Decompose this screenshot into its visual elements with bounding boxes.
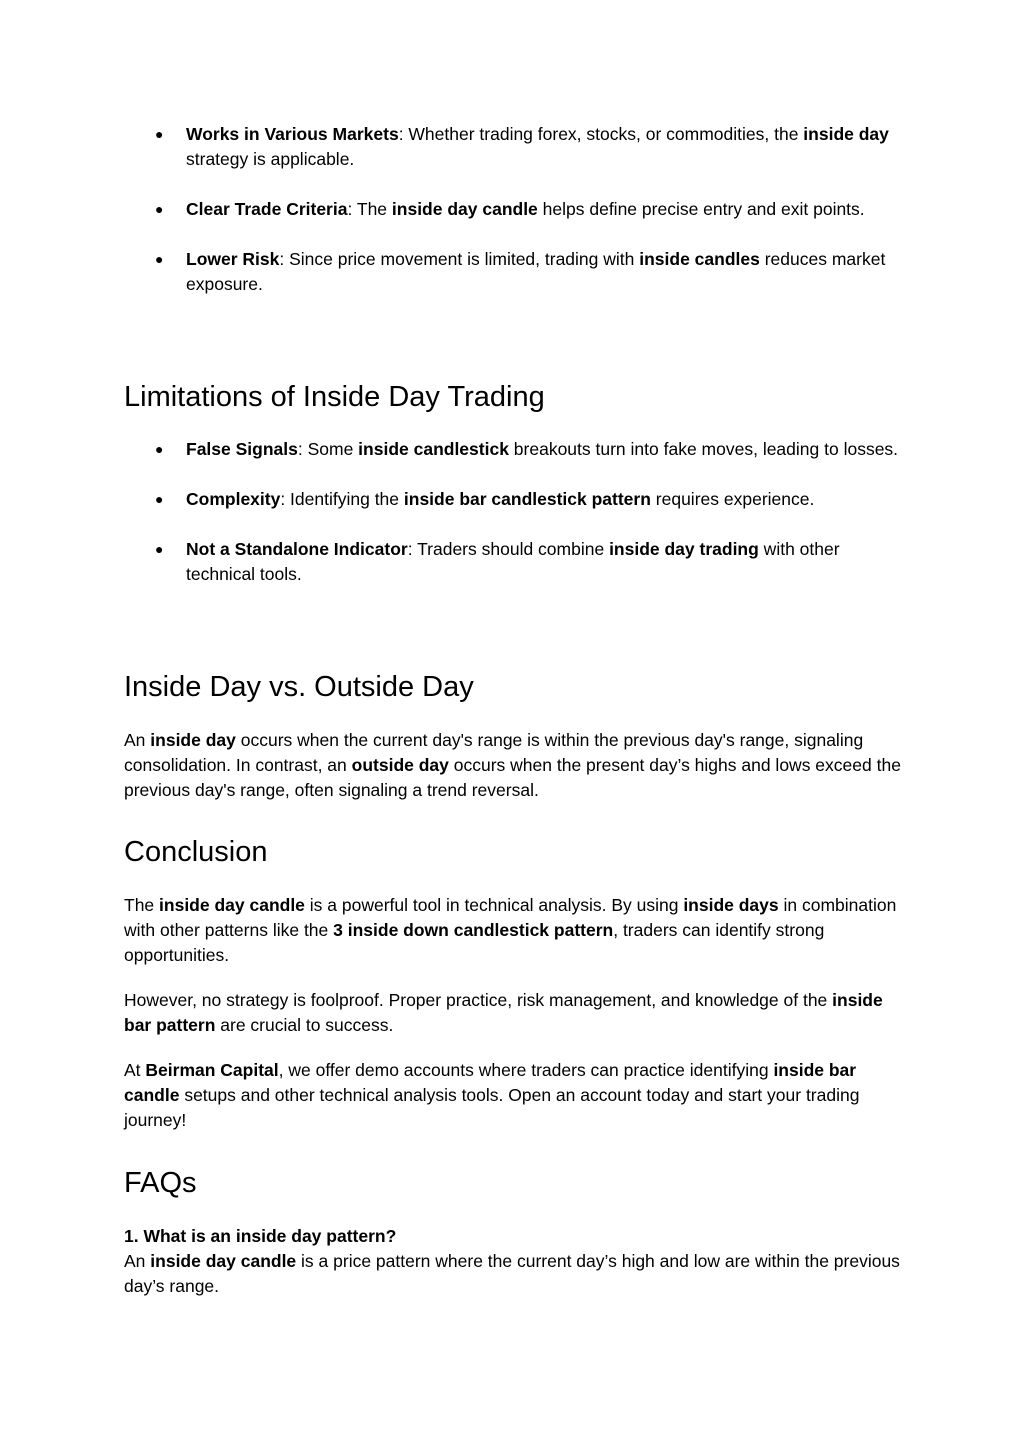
limitations-list (124, 437, 904, 587)
comparison-paragraph: An inside day occurs when the current day's range is within the previous day's range, signaling consolidation. In contrast, an outside day occurs when the present day’s highs and lows exceed the previous day's range, often signaling a trend reversal. (124, 730, 901, 800)
faq-question: 1. What is an inside day pattern? (124, 1226, 397, 1246)
conclusion-paragraph-3: At Beirman Capital, we offer demo accounts where traders can practice identifying inside bar candle setups and other technical analysis tools. Open an account today and start your trading journey! (124, 1060, 860, 1130)
bullet-icon: ● (155, 201, 164, 217)
faq-item: 1. What is an inside day pattern? An inside day candle is a price pattern where the current day’s high and low are within the previous day’s range. (124, 1226, 900, 1296)
list-item: ● Works in Various Markets: Whether trading forex, stocks, or commodities, the inside day strategy is applicable. (155, 124, 889, 169)
list-item: ● Complexity: Identifying the inside bar candlestick pattern requires experience. (124, 487, 904, 512)
list-item: ● Clear Trade Criteria: The inside day candle helps define precise entry and exit points. (124, 197, 904, 222)
benefits-list (124, 122, 904, 297)
bullet-icon: ● (155, 491, 164, 507)
section-heading-comparison: Inside Day vs. Outside Day (124, 671, 474, 703)
conclusion-paragraph-1: The inside day candle is a powerful tool in technical analysis. By using inside days in combination with other patterns like the 3 inside down candlestick pattern, traders can identify strong opportunities. (124, 895, 897, 965)
bullet-term: Works in Various Markets (186, 124, 399, 144)
bullet-icon: ● (155, 441, 164, 457)
bullet-term: Lower Risk (186, 249, 280, 269)
list-item: ● Not a Standalone Indicator: Traders should combine inside day trading with other technical tools. (155, 539, 840, 584)
section-heading-conclusion: Conclusion (124, 836, 268, 868)
bullet-icon: ● (155, 251, 164, 267)
bullet-icon: ● (155, 126, 164, 142)
bullet-term: Complexity (186, 489, 281, 509)
section-heading-faqs: FAQs (124, 1167, 197, 1199)
bullet-term: Clear Trade Criteria (186, 199, 348, 219)
conclusion-paragraph-2: However, no strategy is foolproof. Proper practice, risk management, and knowledge of the inside bar pattern are crucial to success. (124, 990, 883, 1035)
list-item: ● Lower Risk: Since price movement is limited, trading with inside candles reduces market exposure. (155, 249, 886, 294)
bullet-icon: ● (155, 541, 164, 557)
section-heading-limitations: Limitations of Inside Day Trading (124, 381, 545, 413)
list-item: ● False Signals: Some inside candlestick breakouts turn into fake moves, leading to losses. (124, 437, 904, 462)
bullet-term: Not a Standalone Indicator (186, 539, 408, 559)
bullet-term: False Signals (186, 439, 298, 459)
